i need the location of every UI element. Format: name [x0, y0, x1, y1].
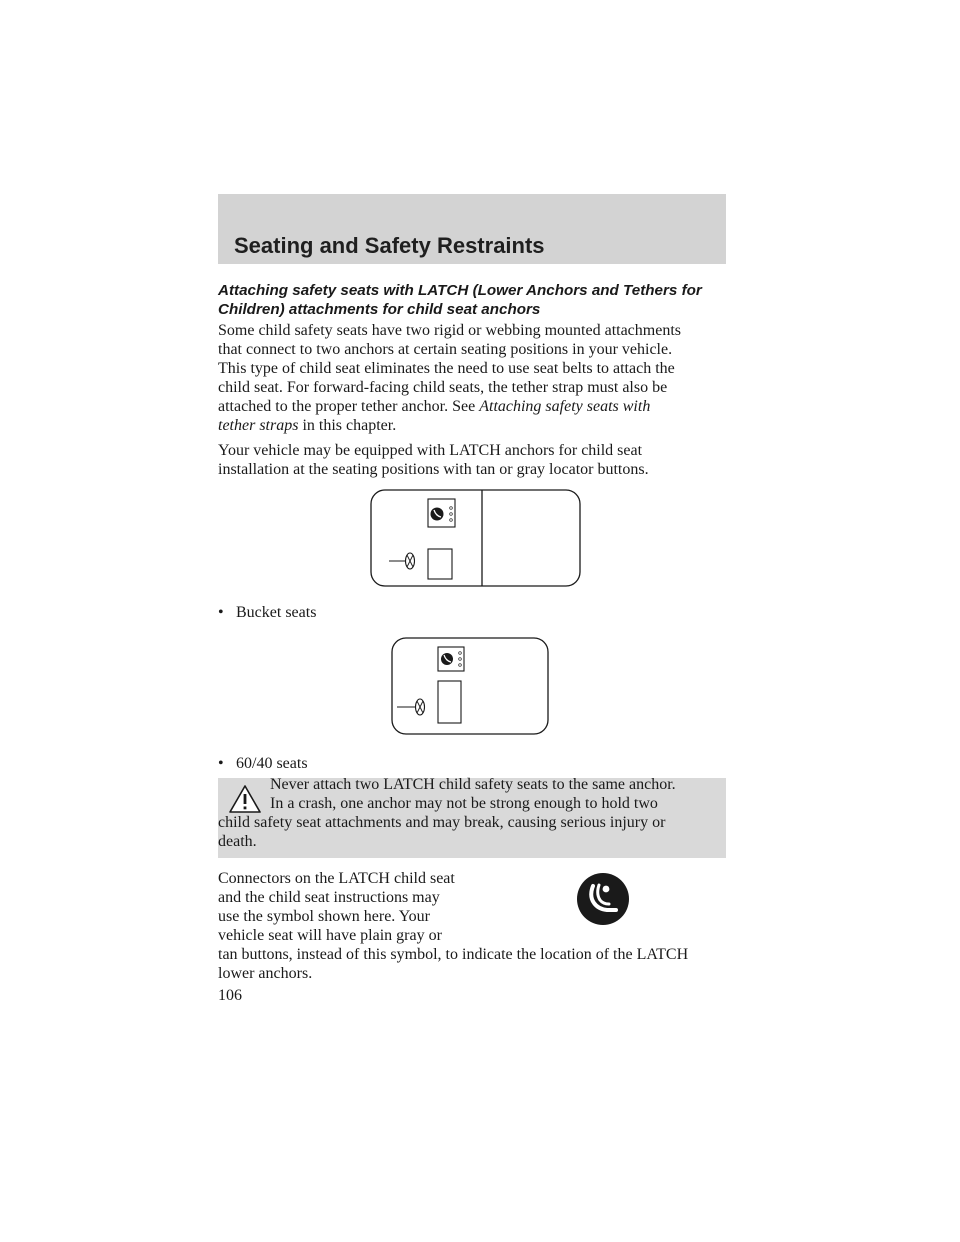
subheading-line: Attaching safety seats with LATCH (Lower Anchors and Tethers for: [218, 282, 702, 299]
subheading-line: Children) attachments for child seat anchors: [218, 301, 541, 318]
text-line: vehicle seat will have plain gray or: [218, 927, 442, 944]
text-line: use the symbol shown here. Your: [218, 908, 430, 925]
text-line: installation at the seating positions with tan or gray locator buttons.: [218, 461, 649, 478]
cross-reference: Attaching safety seats with: [479, 398, 651, 415]
text-line: Connectors on the LATCH child seat: [218, 870, 455, 887]
child-seat-tether-icon: [428, 499, 455, 527]
warning-line: death.: [218, 833, 257, 850]
warning-line: child safety seat attachments and may break, causing serious injury or: [218, 814, 666, 831]
bullet-marker: •: [218, 755, 224, 772]
text-fragment: in this chapter.: [298, 417, 397, 434]
bullet-bucket-seats: [218, 603, 316, 622]
warning-line: In a crash, one anchor may not be strong enough to hold two: [270, 795, 658, 812]
paragraph-latch-buttons: [218, 441, 649, 479]
text-line: tan buttons, instead of this symbol, to indicate the location of the LATCH: [218, 946, 689, 963]
seat-cushion: [438, 681, 461, 723]
section-title: Seating and Safety Restraints: [234, 233, 545, 258]
text-line: Your vehicle may be equipped with LATCH anchors for child seat: [218, 442, 643, 459]
bullet-text: 60/40 seats: [236, 755, 308, 772]
bullet-sixty-forty-seats: [218, 754, 308, 773]
text-line: and the child seat instructions may: [218, 889, 440, 906]
cross-reference: tether straps: [218, 417, 299, 434]
latch-child-seat-icon: [576, 872, 630, 931]
subheading: [218, 281, 738, 319]
text-line: This type of child seat eliminates the need to use seat belts to attach the: [218, 360, 675, 377]
warning-box: [218, 778, 726, 858]
text-line: [218, 397, 681, 416]
text-line: that connect to two anchors at certain seating positions in your vehicle.: [218, 341, 673, 358]
bucket-seat-diagram: [370, 489, 582, 589]
child-seat-tether-icon: [438, 647, 464, 671]
warning-line: Never attach two LATCH child safety seats to the same anchor.: [270, 776, 676, 793]
text-line: [218, 416, 681, 435]
seat-cushion: [428, 549, 452, 579]
text-line: lower anchors.: [218, 965, 313, 982]
text-fragment: attached to the proper tether anchor. See: [218, 398, 480, 415]
bullet-text: Bucket seats: [236, 604, 317, 621]
bullet-marker: •: [218, 604, 224, 621]
paragraph-latch-intro: [218, 321, 681, 435]
page-number: 106: [218, 987, 242, 1004]
sixty-forty-seat-diagram: [391, 637, 551, 737]
text-line: child seat. For forward-facing child seats, the tether strap must also be: [218, 379, 668, 396]
text-line: Some child safety seats have two rigid or webbing mounted attachments: [218, 322, 681, 339]
